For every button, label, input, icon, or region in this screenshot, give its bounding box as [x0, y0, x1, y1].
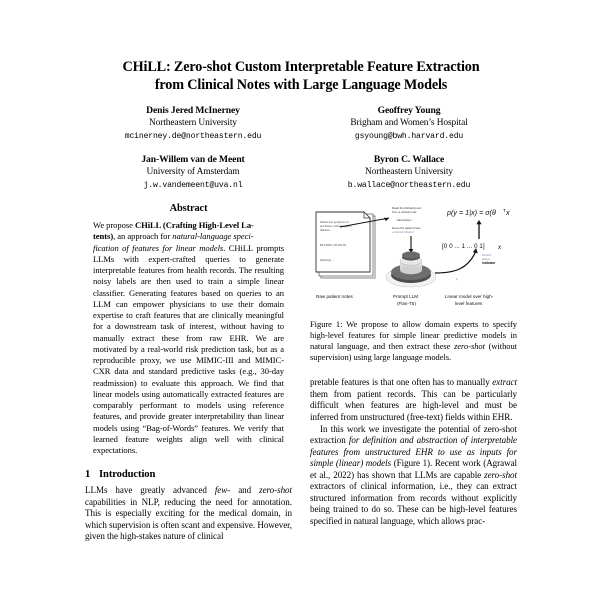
linear-model-formula [446, 208, 510, 217]
section-number: 1 [85, 469, 91, 481]
author-affiliation: University of Amsterdam [146, 167, 240, 177]
svg-text:x: x [506, 208, 510, 217]
author-block-2 [301, 104, 517, 143]
author-email[interactable]: gsyoung@bwh.harvard.edu [354, 132, 464, 141]
abstract-heading: Abstract [169, 203, 208, 214]
introduction-paragraph: LLMs have greatly advanced few- and zero-shot capabilities in NLP, reducing the need for annotation. This is especially exciting for the medical domain, in which supervision is often scant and expensive. However, given the high-stakes nature of clinical [85, 485, 292, 542]
caption-raw-notes: Raw patient notes [316, 294, 353, 299]
prompt-text [392, 206, 421, 234]
author-name: Geoffrey Young [377, 105, 441, 116]
left-column [85, 203, 292, 603]
author-affiliation: Northeastern University [148, 118, 238, 128]
prompt-to-llm-arrow [409, 236, 414, 253]
svg-text:diabetes ...: diabetes ... [320, 229, 333, 232]
right-column [310, 203, 517, 603]
section-heading-introduction [85, 469, 292, 480]
svg-text:Read the following text: Read the following text [392, 206, 422, 210]
two-column-body [85, 203, 517, 603]
caption-prompt-llm-1: Prompt LLM [393, 294, 419, 299]
author-email[interactable]: b.wallace@northeastern.edu [347, 181, 471, 190]
feature-vector [442, 243, 502, 251]
right-paragraph-2: In this work we investigate the potential of zero-shot extraction for definition and abstraction of interpretable features from unstructured EHR to use as inputs for simple (linear) models (Figure 1). Recent work (Agrawal et al., 2022) has shown that LLMs are capable zero-shot extractors of clinical information, i.e., they can extract structured information from records without explicitly being trained to do so. These can be high-level features specified in natural language, which allows prac- [310, 423, 517, 526]
diagram-captions [316, 294, 494, 306]
vector-to-formula-arrow [476, 220, 481, 239]
svg-text:and history indicates type 1: and history indicates type 1 [320, 225, 352, 228]
figure-1-diagram [310, 203, 517, 311]
right-paragraph-1: pretable features is that one often has to manually extract them from patient records. This can be particularly difficult when features are high-level and must be inferred from unstructured (free-text) fields within EHR. [310, 377, 517, 423]
svg-text:Does this patient have: Does this patient have [392, 226, 421, 230]
svg-text:illness: illness [482, 257, 491, 261]
chronic-illness-indicator-label [482, 253, 496, 265]
svg-text:T: T [503, 208, 506, 213]
section-title: Introduction [99, 469, 156, 481]
page-title [85, 58, 517, 94]
svg-text:[0 0 ... 1 ... 0 1]: [0 0 ... 1 ... 0 1] [442, 243, 485, 250]
caption-linear-model-1: Linear model over high- [445, 294, 494, 299]
author-block-3 [85, 153, 301, 192]
caption-linear-model-2: level features [455, 301, 483, 306]
caption-prompt-llm-2: (Flan-T5) [397, 301, 416, 306]
figure-1-caption: Figure 1: We propose to allow domain experts to specify high-level features for simple linear predictive models in natural language, and then extract these zero-shot (without supervision) using large language models. [310, 319, 517, 363]
author-email[interactable]: j.w.vandemeent@uva.nl [143, 181, 243, 190]
llm-to-vector-arrow [435, 248, 478, 281]
svg-text:from a clinical note:: from a clinical note: [392, 210, 417, 214]
title-line-2: from Clinical Notes with Large Language Models [154, 77, 448, 93]
author-affiliation: Brigham and Women’s Hospital [350, 118, 468, 128]
svg-text:Patient(s) ...: Patient(s) ... [320, 259, 334, 262]
svg-text:a chronic illness?: a chronic illness? [392, 230, 415, 234]
author-email[interactable]: mcinerney.de@northeastern.edu [124, 132, 262, 141]
title-line-1: CHiLL: Zero-shot Custom Interpretable Feature Extraction [122, 59, 480, 75]
author-name: Jan-Willem van de Meent [141, 154, 245, 165]
author-name: Byron C. Wallace [373, 154, 445, 165]
svg-text:<text here>: <text here> [396, 218, 412, 222]
author-block-1 [85, 104, 301, 143]
author-affiliation: Northeastern University [364, 167, 454, 177]
author-row-2 [85, 153, 517, 192]
svg-text:f₀: f₀ [456, 277, 458, 281]
author-row-1 [85, 104, 517, 143]
abstract-text: We propose CHiLL (Crafting High-Level La- tents), an approach for natural-language speci- fication of features for linear models. CHiLL prompts LLMs with expert-crafted queries to generate interpretable features from health records. The resulting noisy labels are then used to train a simple linear classifier. Generating features based on queries to an LLM can empower physicians to use their domain expertise to craft features that are clinically meaningful for a downstream task of interest, without having to manually extract these from raw EHR. We are motivated by a real-world risk prediction task, but as a reproducible proxy, we use MIMIC-III and MIMIC-CXR data and standard predictive tasks (e.g., 30-day readmission) to evaluate this approach. We find that linear models using automatically extracted features are comparably performant to models using reference features, and provide greater interpretability than linear models using “Bag-of-Words” features. We verify that learned feature weights align well with clinical expectations. [93, 220, 284, 455]
author-name: Denis Jered McInerney [146, 105, 240, 116]
svg-text:p(y = 1|x) = σ(θ: p(y = 1|x) = σ(θ [447, 208, 496, 217]
svg-text:x: x [498, 244, 502, 251]
paper-header [85, 58, 517, 194]
svg-text:chronic: chronic [482, 253, 492, 257]
llm-icon [386, 251, 436, 287]
svg-text:Patient has symptoms of ...: Patient has symptoms of ... [320, 221, 352, 224]
svg-text:BP 130/81 | Wt 180 lbs: BP 130/81 | Wt 180 lbs [320, 244, 347, 247]
svg-text:indicator: indicator [482, 261, 496, 265]
author-block-4 [301, 153, 517, 192]
figure-1 [310, 203, 517, 311]
